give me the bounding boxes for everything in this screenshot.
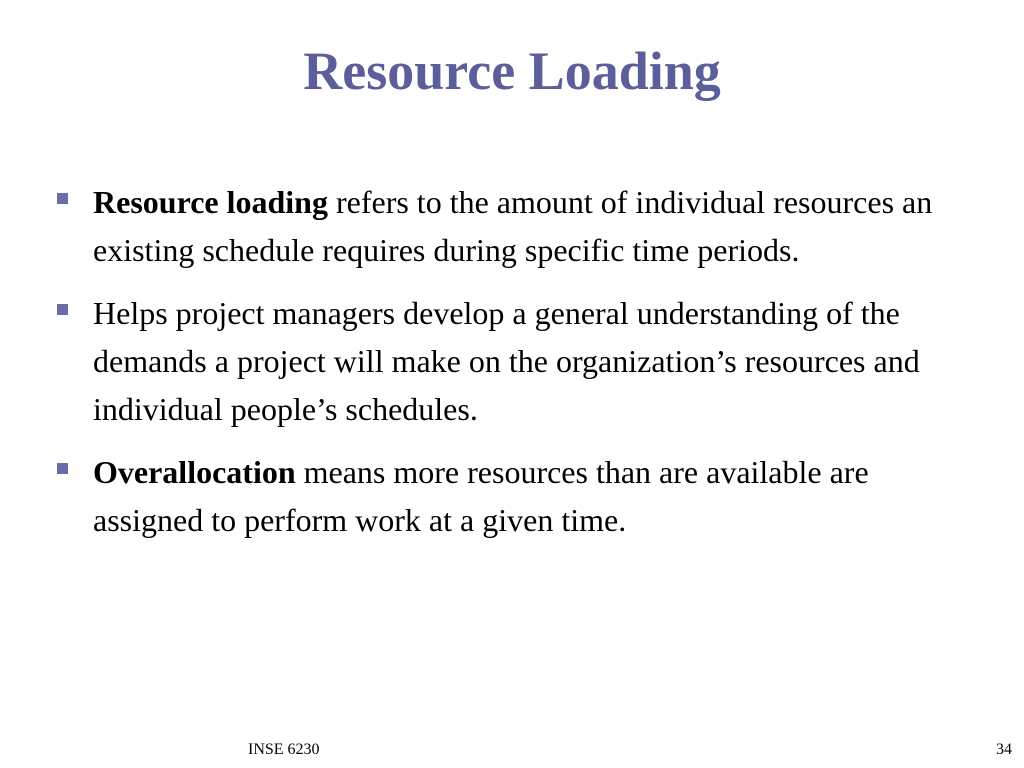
bullet-term: Resource loading xyxy=(93,184,328,220)
footer-course-code: INSE 6230 xyxy=(248,741,320,758)
square-bullet-icon xyxy=(57,193,68,204)
bullet-item xyxy=(57,289,977,433)
square-bullet-icon xyxy=(57,304,68,315)
bullet-body: Helps project managers develop a general understanding of the demands a project will make on the organization’s resources and individual people’s schedules. xyxy=(93,295,920,427)
square-bullet-icon xyxy=(57,463,68,474)
bullet-text xyxy=(93,184,932,268)
bullet-item xyxy=(57,178,977,274)
bullet-term: Overallocation xyxy=(93,454,296,490)
slide-page-number: 34 xyxy=(996,741,1012,758)
slide-title: Resource Loading xyxy=(303,41,721,101)
bullet-text xyxy=(93,295,920,427)
bullet-text xyxy=(93,454,869,538)
bullet-list xyxy=(57,178,977,559)
bullet-item xyxy=(57,448,977,544)
bullet-body: refers to the amount of individual resources an existing schedule requires during specific time periods. xyxy=(93,184,933,268)
bullet-body: means more resources than are available are assigned to perform work at a given time. xyxy=(93,454,869,538)
